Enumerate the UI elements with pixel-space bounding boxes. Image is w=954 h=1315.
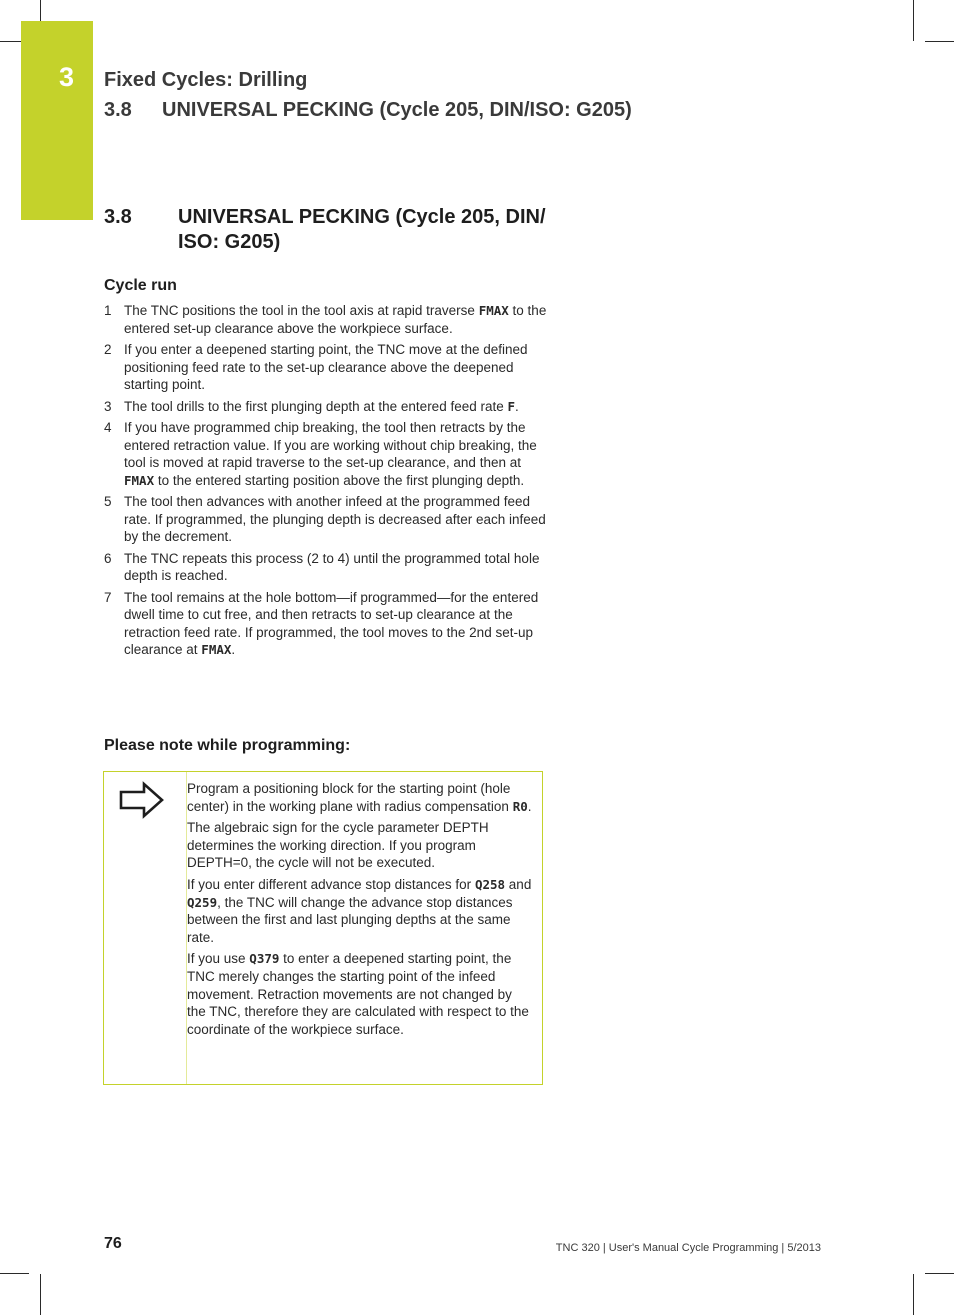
list-item (104, 341, 549, 394)
note-box (103, 771, 543, 1085)
section-number: 3.8 (104, 206, 132, 228)
crop-mark (0, 1273, 29, 1274)
step-text: to the entered set-up clearance above the workpiece surface. (124, 303, 547, 336)
crop-mark (913, 1274, 914, 1315)
note-keyword: R0 (512, 798, 528, 814)
step-number: 5 (104, 494, 112, 510)
step-keyword: FMAX (201, 642, 232, 658)
page-number: 76 (104, 1235, 122, 1252)
step-text: The tool drills to the first plunging depth at the entered feed rate (124, 398, 508, 414)
chapter-tab (21, 21, 93, 220)
step-text: The TNC positions the tool in the tool axis at rapid traverse (124, 303, 479, 318)
note-keyword: Q258 (474, 876, 506, 892)
note-paragraph (187, 876, 532, 946)
step-text: . (231, 642, 236, 658)
list-item (104, 398, 549, 416)
note-keyword: Q259 (187, 894, 218, 910)
step-text: The TNC repeats this process (2 to 4) until the programmed total hole depth is reached. (124, 550, 540, 584)
running-header-section-number: 3.8 (104, 99, 132, 121)
cycle-run-heading: Cycle run (104, 277, 177, 294)
step-text: If you have programmed chip breaking, the tool then retracts by the entered retraction value. If you are working without chip breaking, the tool is moved at rapid traverse to the set-up clearance, and then at (124, 419, 537, 471)
step-text: . (515, 398, 519, 414)
running-header-section-title: UNIVERSAL PECKING (Cycle 205, DIN/ISO: G205) (162, 99, 632, 121)
notes-heading: Please note while programming: (104, 737, 351, 754)
note-paragraph (187, 780, 532, 815)
running-header-section (104, 97, 632, 123)
crop-mark (925, 1273, 954, 1274)
section-heading (104, 205, 574, 255)
step-number: 3 (104, 398, 112, 414)
arrow-right-icon (119, 781, 165, 819)
note-span: to enter a deepened starting point, the TNC merely changes the starting point of the infeed movement. Retraction movements are not changed by the TNC, therefore they are calculated with respect to the coordinate of the workpiece surface. (187, 951, 529, 1037)
step-number: 7 (104, 589, 112, 605)
cycle-run-steps (104, 302, 549, 663)
step-text: The tool remains at the hole bottom—if programmed—for the entered dwell time to cut free, and then retracts to set-up clearance at the retraction feed rate. If programmed, the tool moves to the 2nd set-up clearance at (124, 589, 539, 658)
note-paragraph (187, 950, 532, 1038)
list-item (104, 550, 549, 585)
note-span: If you enter different advance stop distances for (187, 876, 475, 892)
note-span: If you use (187, 951, 250, 967)
note-text (187, 780, 532, 1042)
note-keyword: Q379 (249, 951, 280, 967)
list-item (104, 589, 549, 659)
list-item (104, 302, 549, 337)
note-span: The algebraic sign for the cycle parameter DEPTH determines the working direction. If you program DEPTH=0, the cycle will not be executed. (187, 820, 489, 871)
footer-text: TNC 320 | User's Manual Cycle Programming | 5/2013 (555, 1242, 821, 1254)
step-keyword: FMAX (478, 303, 509, 318)
step-number: 2 (104, 341, 112, 357)
step-number: 4 (104, 419, 112, 435)
step-text: to the entered starting position above the first plunging depth. (154, 472, 525, 488)
running-header-chapter-title: Fixed Cycles: Drilling (104, 69, 308, 91)
step-text: If you enter a deepened starting point, the TNC move at the defined positioning feed rate to the set-up clearance above the deepened starting point. (124, 341, 528, 393)
step-text: The tool then advances with another infeed at the programmed feed rate. If programmed, the plunging depth is decreased after each infeed by the decrement. (124, 494, 546, 545)
note-span: . (527, 798, 532, 814)
note-span: Program a positioning block for the starting point (hole center) in the working plane with radius compensation (187, 781, 513, 814)
step-number: 1 (104, 303, 112, 318)
crop-mark (913, 0, 914, 41)
note-span: and (505, 876, 532, 892)
crop-mark (925, 41, 954, 42)
step-keyword: F (507, 398, 516, 414)
step-keyword: FMAX (124, 472, 155, 488)
note-paragraph (187, 819, 532, 872)
list-item (104, 419, 549, 489)
chapter-number: 3 (59, 62, 75, 92)
section-title: UNIVERSAL PECKING (Cycle 205, DIN/ ISO: G205) (178, 206, 546, 253)
step-number: 6 (104, 550, 112, 566)
list-item (104, 493, 549, 546)
note-span: , the TNC will change the advance stop distances between the first and last plunging depths at the same rate. (187, 894, 513, 945)
crop-mark (40, 1274, 41, 1315)
